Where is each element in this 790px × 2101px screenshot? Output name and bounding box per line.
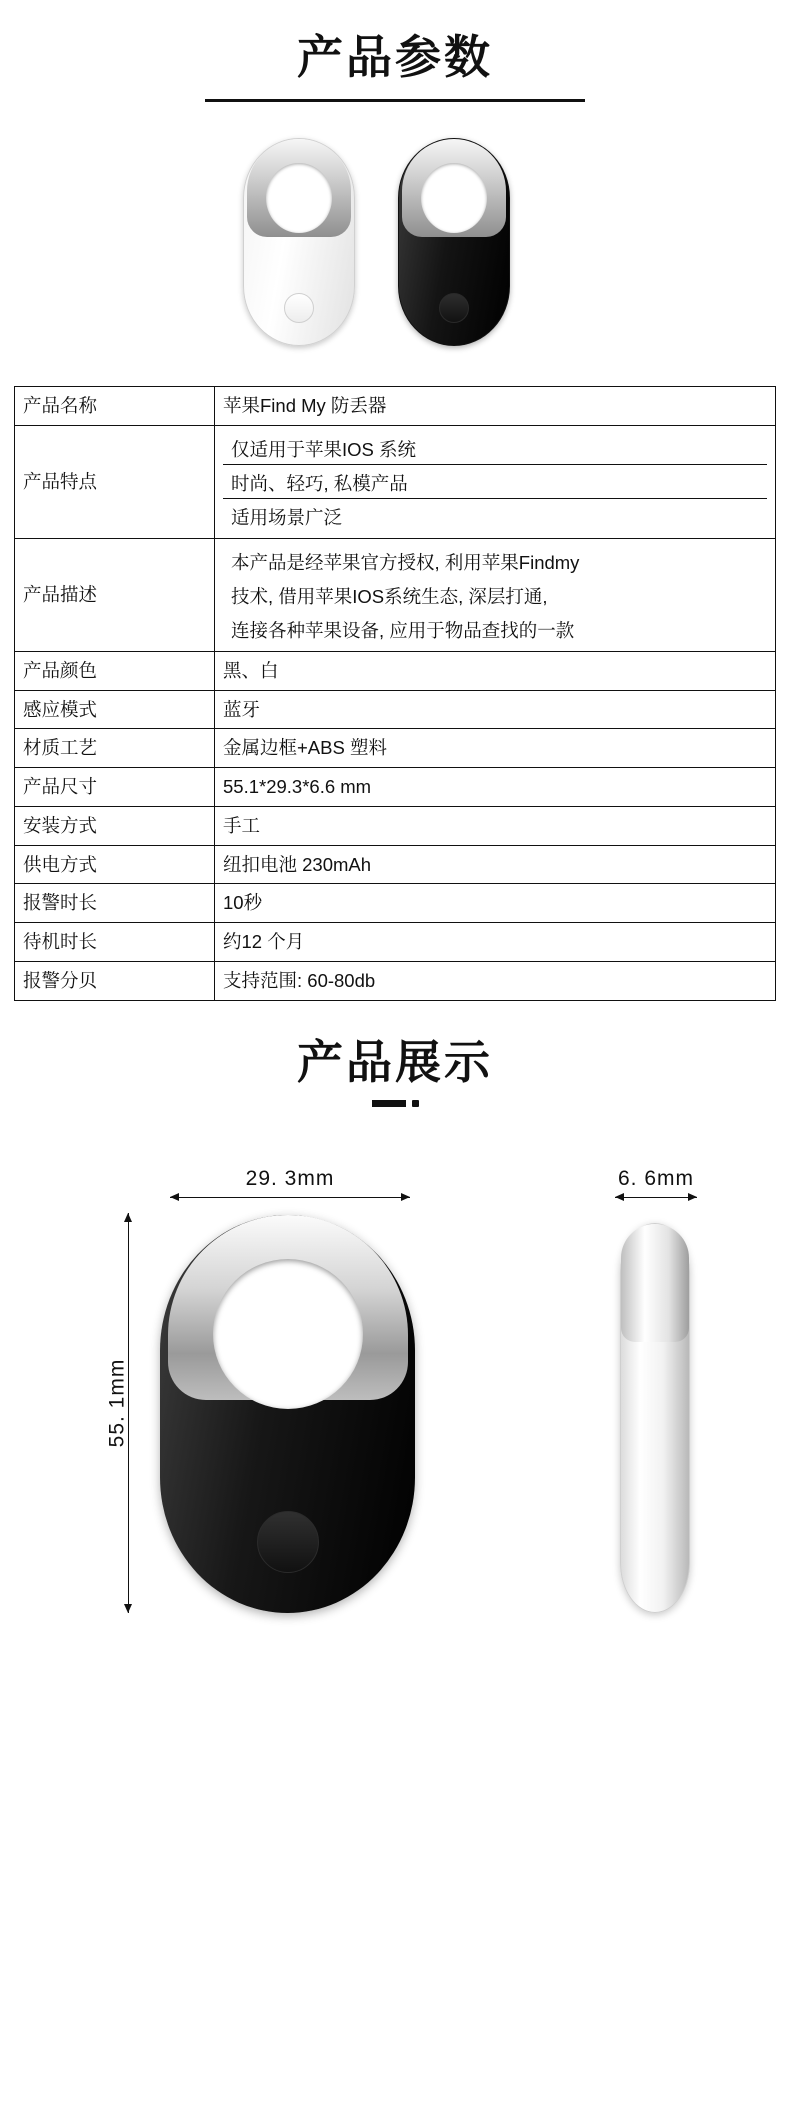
- metal-cap-side-icon: [621, 1224, 689, 1342]
- product-front-view: [160, 1215, 415, 1613]
- spec-value: 约12 个月: [215, 923, 776, 962]
- spec-section-title: 产品参数: [297, 31, 493, 83]
- spec-value: 蓝牙: [215, 690, 776, 729]
- keyring-hole-icon: [266, 163, 332, 233]
- table-row: [15, 690, 776, 729]
- spec-value: 黑、白: [215, 651, 776, 690]
- hero-product-images: [0, 130, 790, 360]
- dash-dot: [412, 1100, 419, 1107]
- spec-value-group: [215, 538, 776, 651]
- keyring-hole-icon: [213, 1259, 363, 1409]
- spec-label: 待机时长: [15, 923, 215, 962]
- table-row: [15, 651, 776, 690]
- spec-value: 55.1*29.3*6.6 mm: [215, 768, 776, 807]
- spec-value: 10秒: [215, 884, 776, 923]
- device-button-icon: [257, 1511, 319, 1573]
- showcase-section-title: 产品展示: [297, 1035, 493, 1088]
- table-row: [15, 425, 776, 538]
- spec-value-line: 仅适用于苹果IOS 系统: [223, 431, 767, 465]
- spec-value: 支持范围: 60-80db: [215, 961, 776, 1000]
- product-side-view: [620, 1223, 690, 1613]
- spec-label: 产品尺寸: [15, 768, 215, 807]
- dash-divider-icon: [365, 1100, 425, 1107]
- table-row: [15, 806, 776, 845]
- table-row: [15, 845, 776, 884]
- device-button-icon: [284, 293, 314, 323]
- spec-label: 产品名称: [15, 387, 215, 426]
- keyring-hole-icon: [421, 163, 487, 233]
- table-row: [15, 729, 776, 768]
- device-button-icon: [439, 293, 469, 323]
- table-row: [15, 961, 776, 1000]
- spec-label: 产品描述: [15, 538, 215, 651]
- width-dimension-arrow-icon: [170, 1197, 410, 1198]
- spec-value-line: 时尚、轻巧, 私模产品: [223, 465, 767, 499]
- spec-label: 材质工艺: [15, 729, 215, 768]
- table-row: [15, 923, 776, 962]
- spec-label: 报警时长: [15, 884, 215, 923]
- dimension-showcase: [0, 1133, 790, 1693]
- dash-bar: [372, 1100, 406, 1107]
- spec-label: 感应模式: [15, 690, 215, 729]
- spec-value-line: 适用场景广泛: [231, 506, 343, 528]
- spec-value-line: 本产品是经苹果官方授权, 利用苹果Findmy: [231, 551, 580, 573]
- spec-value: 纽扣电池 230mAh: [215, 845, 776, 884]
- table-row: [15, 768, 776, 807]
- table-row: [15, 538, 776, 651]
- height-dimension-label: 55. 1mm: [105, 1358, 129, 1448]
- title-underline: [205, 99, 585, 102]
- thickness-dimension-label: 6. 6mm: [617, 1166, 694, 1190]
- spec-value-line: 技术, 借用苹果IOS系统生态, 深层打通,: [231, 585, 548, 607]
- spec-label: 供电方式: [15, 845, 215, 884]
- spec-label: 安装方式: [15, 806, 215, 845]
- spec-value-line: 连接各种苹果设备, 应用于物品查找的一款: [231, 619, 575, 641]
- showcase-section-header: [0, 1035, 790, 1107]
- spec-table: [14, 386, 776, 1001]
- spec-value: 金属边框+ABS 塑料: [215, 729, 776, 768]
- spec-label: 产品特点: [15, 425, 215, 538]
- spec-section-header: [0, 0, 790, 102]
- product-image-white: [243, 138, 355, 346]
- width-dimension-label: 29. 3mm: [245, 1166, 335, 1190]
- spec-label: 产品颜色: [15, 651, 215, 690]
- spec-label: 报警分贝: [15, 961, 215, 1000]
- table-row: [15, 884, 776, 923]
- product-image-black: [398, 138, 510, 346]
- spec-value-group: [215, 425, 776, 538]
- spec-table-wrapper: [14, 386, 776, 1001]
- thickness-dimension-arrow-icon: [615, 1197, 697, 1198]
- table-row: [15, 387, 776, 426]
- spec-value: 手工: [215, 806, 776, 845]
- spec-value: 苹果Find My 防丢器: [215, 387, 776, 426]
